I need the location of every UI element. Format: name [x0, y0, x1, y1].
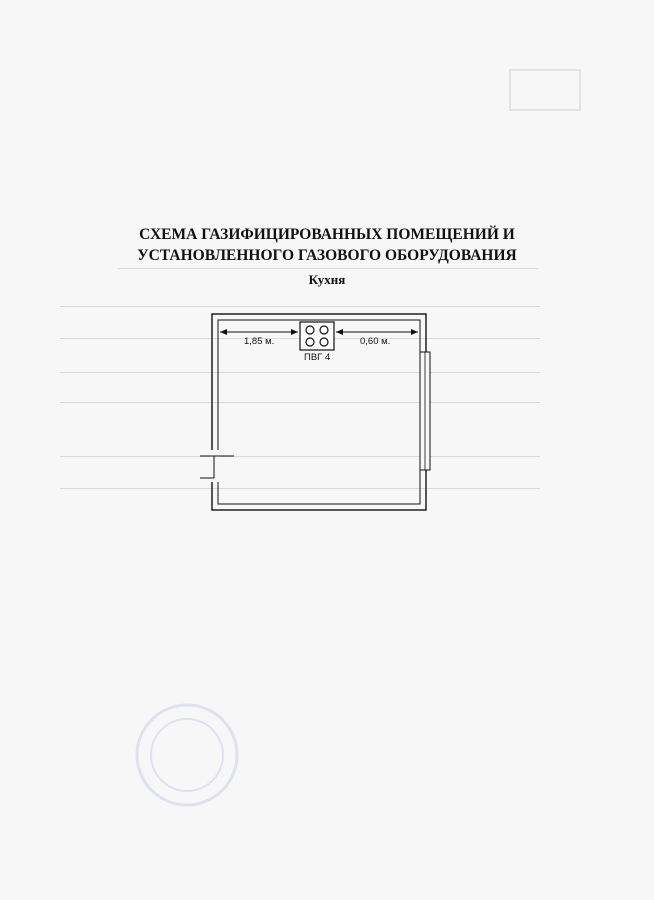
dimension-label-left: 1,85 м.: [244, 336, 275, 347]
stove-label: ПВГ 4: [304, 352, 331, 363]
room-name: Кухня: [308, 272, 346, 287]
door-opening: [210, 450, 220, 482]
gas-stove-icon: [300, 322, 334, 350]
document-title: [120, 224, 534, 266]
arrow-head-icon: [220, 329, 227, 335]
title-line-2: УСТАНОВЛЕННОГО ГАЗОВОГО ОБОРУДОВАНИЯ: [137, 247, 517, 264]
floor-plan-drawing: [200, 300, 440, 520]
kitchen-floor-plan: [200, 300, 440, 520]
dimension-label-right: 0,60 м.: [360, 336, 391, 347]
title-line-1: СХЕМА ГАЗИФИЦИРОВАННЫХ ПОМЕЩЕНИЙ И: [139, 226, 515, 243]
arrow-head-icon: [291, 329, 298, 335]
reverse-stamp-shape: [132, 700, 242, 810]
arrow-head-icon: [411, 329, 418, 335]
reverse-line: [118, 268, 538, 269]
arrow-head-icon: [336, 329, 343, 335]
